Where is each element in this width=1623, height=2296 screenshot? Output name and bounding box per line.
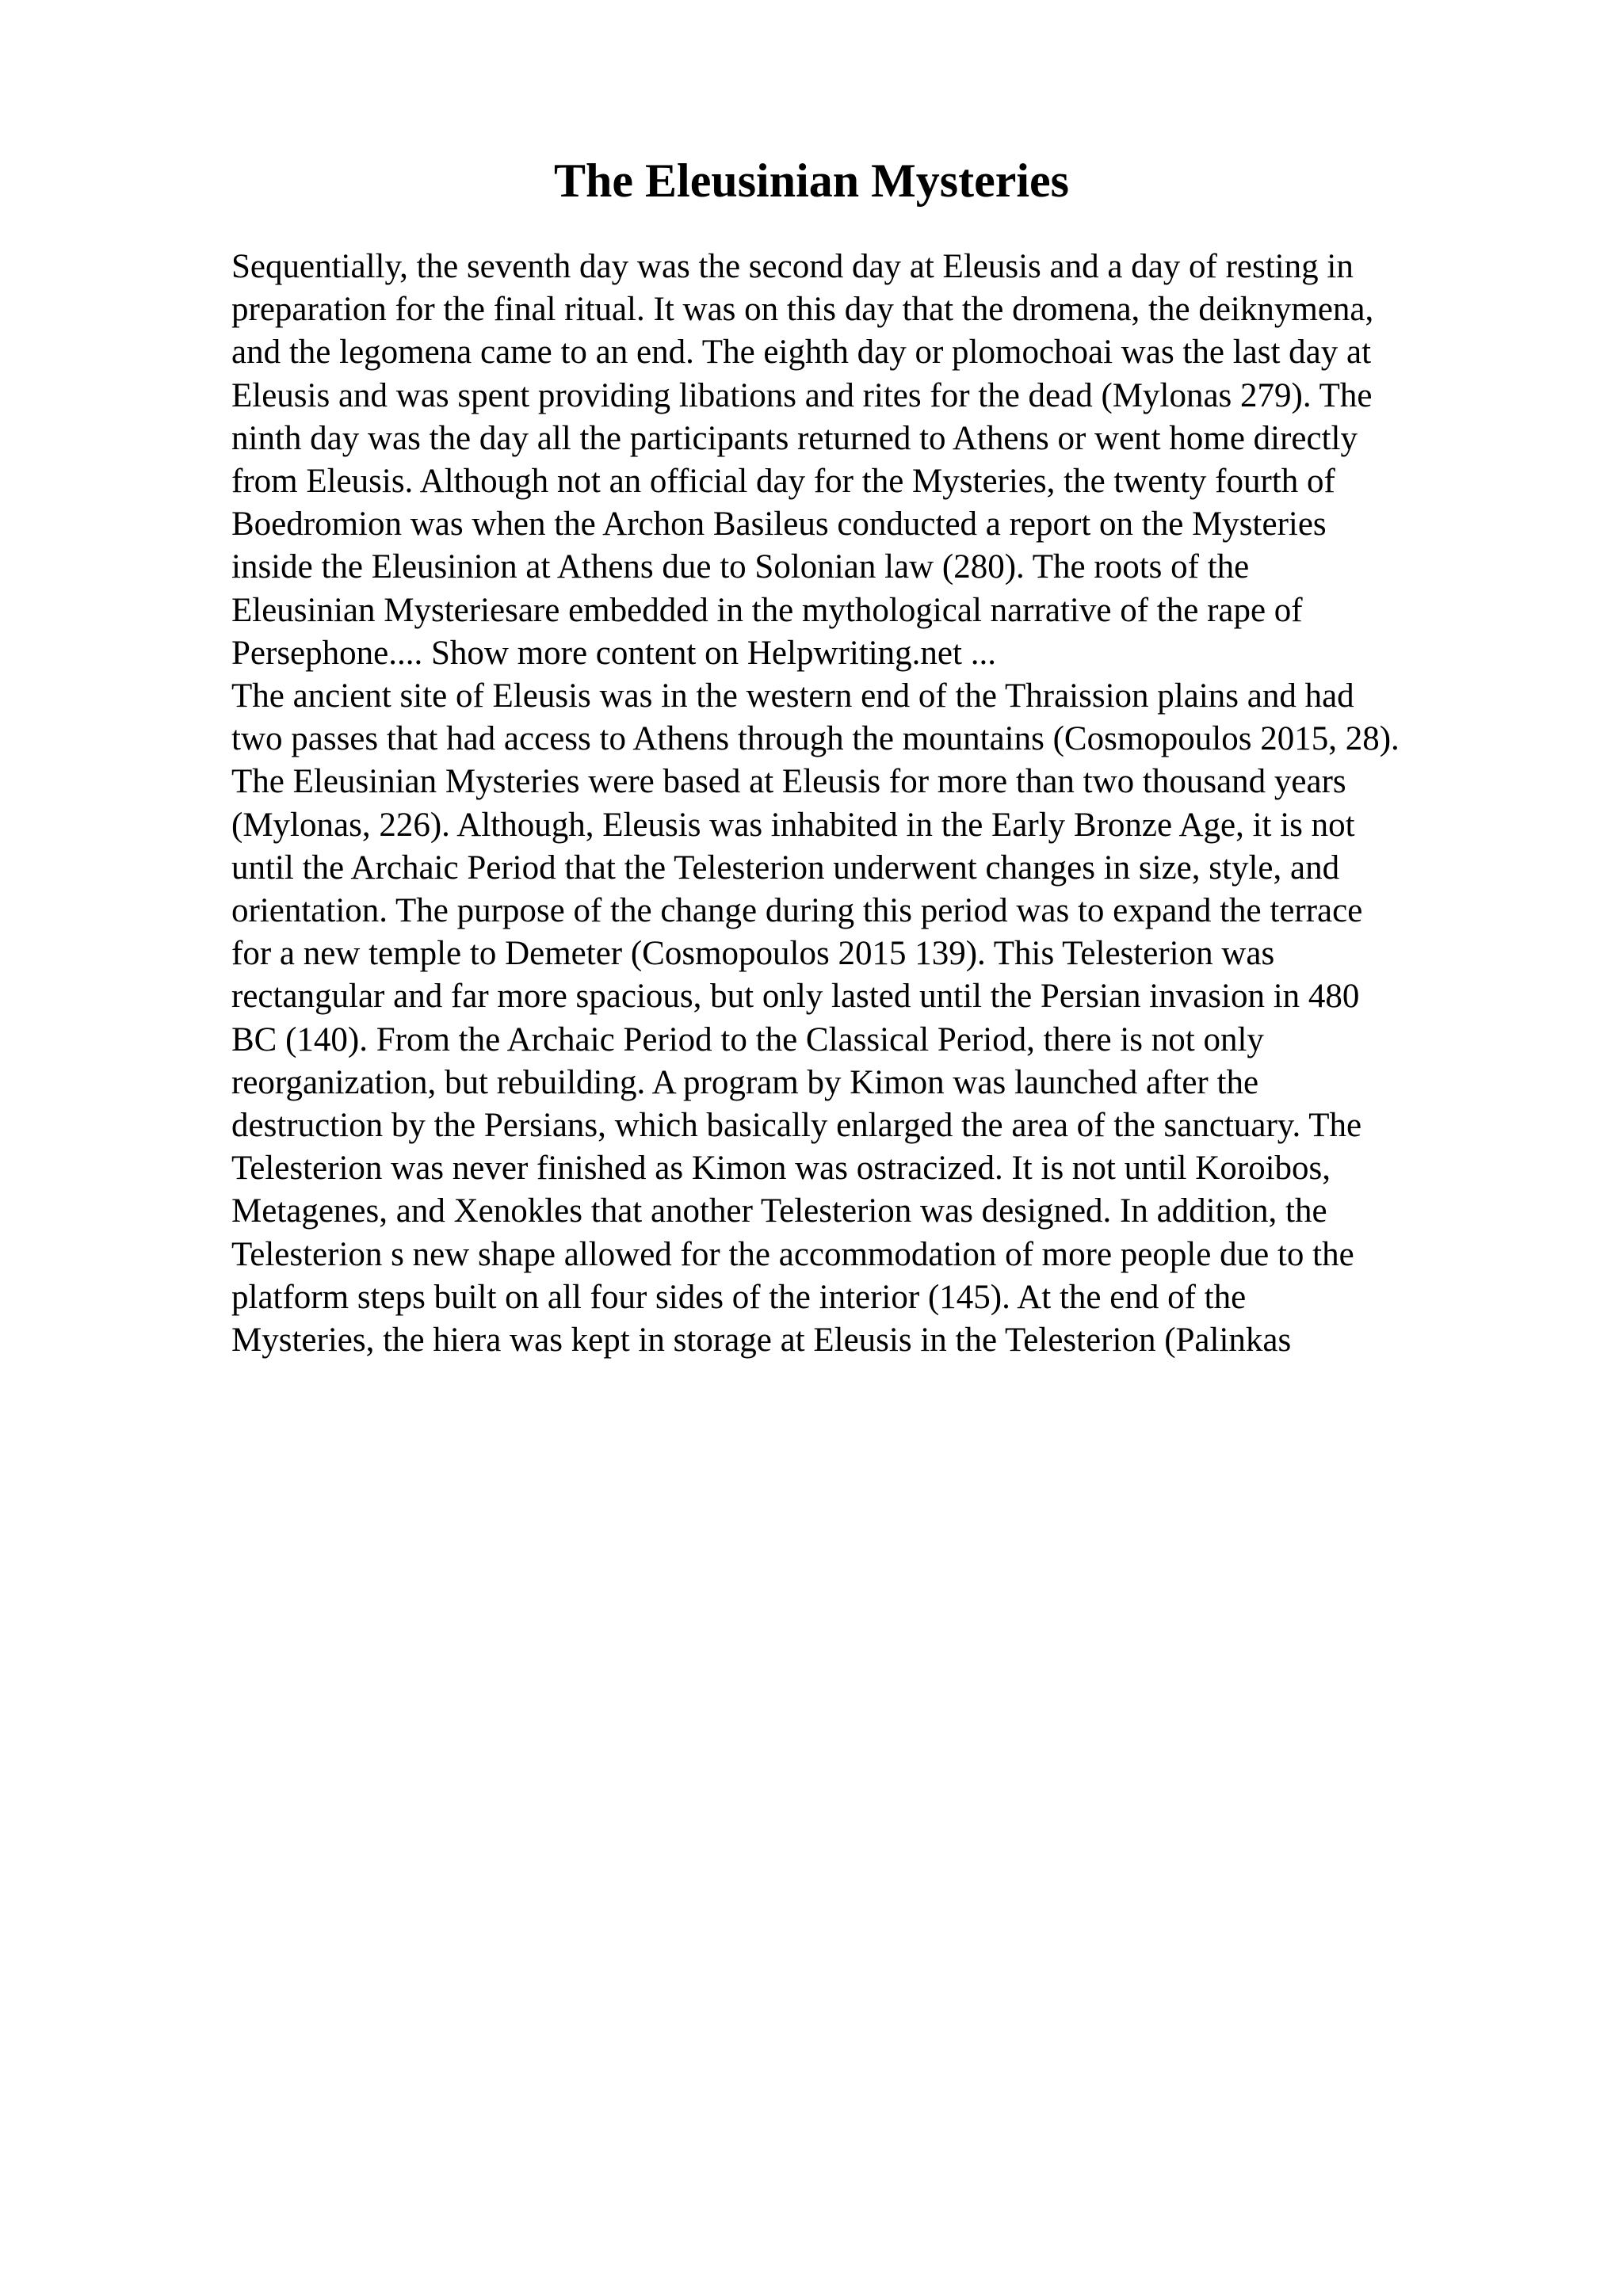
text-line: until the Archaic Period that the Telesterion underwent changes in size, style, and: [231, 849, 1340, 887]
text-line: platform steps built on all four sides of the interior (145). At the end of the: [231, 1278, 1247, 1316]
text-line: Boedromion was when the Archon Basileus conducted a report on the Mysteries: [231, 505, 1327, 543]
text-line: Telesterion s new shape allowed for the accommodation of more people due to the: [231, 1235, 1354, 1273]
text-line: Mysteries, the hiera was kept in storage at Eleusis in the Telesterion (Palinkas: [231, 1322, 1292, 1360]
text-line: orientation. The purpose of the change during this period was to expand the terrace: [231, 892, 1363, 930]
text-line: The ancient site of Eleusis was in the western end of the Thraission plains and had: [231, 677, 1354, 715]
text-line: and the legomena came to an end. The eighth day or plomochoai was the last day at: [231, 334, 1372, 372]
text-line: from Eleusis. Although not an official day for the Mysteries, the twenty fourth of: [231, 463, 1335, 501]
text-line: The Eleusinian Mysteries were based at Eleusis for more than two thousand years: [231, 763, 1346, 801]
text-line: preparation for the final ritual. It was on this day that the dromena, the deiknymena,: [231, 291, 1374, 329]
text-line: Eleusinian Mysteriesare embedded in the mythological narrative of the rape of: [231, 591, 1303, 629]
text-line: inside the Eleusinion at Athens due to Solonian law (280). The roots of the: [231, 548, 1250, 586]
text-line: for a new temple to Demeter (Cosmopoulos 2015 139). This Telesterion was: [231, 935, 1275, 973]
text-line: rectangular and far more spacious, but only lasted until the Persian invasion in 480: [231, 978, 1360, 1016]
text-line: Metagenes, and Xenokles that another Telesterion was designed. In addition, the: [231, 1192, 1327, 1230]
text-line: destruction by the Persians, which basically enlarged the area of the sanctuary. The: [231, 1107, 1362, 1145]
text-line: ninth day was the day all the participants returned to Athens or went home directly: [231, 419, 1358, 457]
document-title: The Eleusinian Mysteries: [553, 154, 1069, 207]
text-line: (Mylonas, 226). Although, Eleusis was inhabited in the Early Bronze Age, it is not: [231, 806, 1355, 844]
text-line: Telesterion was never finished as Kimon was ostracized. It is not until Koroibos,: [231, 1150, 1331, 1188]
text-line: reorganization, but rebuilding. A program by Kimon was launched after the: [231, 1063, 1259, 1101]
text-line: Eleusis and was spent providing libations and rites for the dead (Mylonas 279). The: [231, 376, 1373, 414]
text-line: two passes that had access to Athens through the mountains (Cosmopoulos 2015, 28).: [231, 720, 1400, 758]
document-body: [231, 246, 1531, 1362]
text-line: Persephone.... Show more content on Helpwriting.net ...: [231, 634, 996, 672]
text-line: Sequentially, the seventh day was the second day at Eleusis and a day of resting in: [231, 248, 1354, 285]
text-line: BC (140). From the Archaic Period to the Classical Period, there is not only: [231, 1020, 1264, 1058]
